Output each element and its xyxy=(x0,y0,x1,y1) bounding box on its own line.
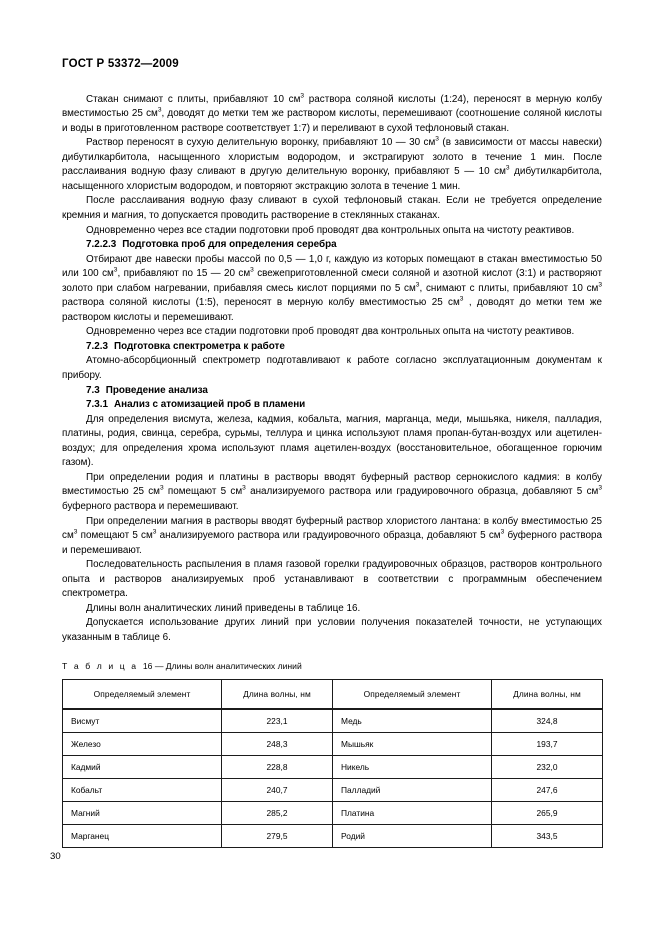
table-body xyxy=(63,709,603,848)
cell-wavelength-left: 248,3 xyxy=(222,733,333,756)
cell-element-left: Кобальт xyxy=(63,779,222,802)
cell-element-right: Палладий xyxy=(333,779,492,802)
table-col-header-element-left: Определяемый элемент xyxy=(63,680,222,710)
cell-wavelength-right: 324,8 xyxy=(492,709,603,733)
paragraph-nebulization-sequence: Последовательность распыления в пламя газовой горелки градуировочных образцов, растворов контрольного опыта и растворов анализируемых проб устанавливают в соответствии с программным обеспечением спектрометра. xyxy=(62,559,602,600)
paragraph-silver-sample-prep: Отбирают две навески пробы массой по 0,5 — 1,0 г, каждую из которых помещают в стакан вместимостью 50 или 100 $см^3$, прибавляют по 15 — 20 $см^3$ свежеприготовленной смеси соляной и азотной кислот (3:1) и растворяют золото при слабом нагревании, прибавляя смесь кислот порциями по 5 $см^3$, снимают с плиты, прибавляют 10 $см^3$ раствора соляной кислоты (1:5), переносят в мерную колбу вместимостью 25 $см^3$ , доводят до метки тем же раствором кислоты и перемешивают. xyxy=(62,253,603,323)
table-col-header-element-right: Определяемый элемент xyxy=(333,680,492,710)
cell-element-left: Марганец xyxy=(63,825,222,848)
heading-title: Проведение анализа xyxy=(105,384,208,396)
cell-wavelength-left: 240,7 xyxy=(222,779,333,802)
cell-element-left: Висмут xyxy=(63,709,222,733)
paragraph-magnesium-buffer: При определении магния в растворы вводят буферный раствор хлористого лантана: в колбу вместимостью 25 $см^3$ помещают 5 $см^3$ анализируемого раствора или градуировочного образца, добавляют 5 $см^3$ буферного раствора и перемешивают. xyxy=(62,515,602,556)
cell-element-left: Магний xyxy=(63,802,222,825)
paragraph-wavelengths-reference: Длины волн аналитических линий приведены в таблице 16. xyxy=(86,602,361,614)
heading-title: Подготовка спектрометра к работе xyxy=(113,340,285,352)
cell-wavelength-right: 232,0 xyxy=(492,756,603,779)
page-content xyxy=(62,58,602,848)
table-head xyxy=(63,680,603,710)
heading-number: 7.2.3 xyxy=(86,340,108,352)
table-caption-label: Т а б л и ц а xyxy=(62,661,139,672)
cell-element-left: Кадмий xyxy=(63,756,222,779)
paragraph-separating-funnel: Раствор переносят в сухую делительную воронку, прибавляют 10 — 30 $см^3$ (в зависимости от массы навески) дибутилкарбитола, насыщенного хлористым водородом, и экстрагируют золото в течение 1 мин. После расслаивания водную фазу сливают в другую делительную воронку, прибавляют 5 — 10 $см^3$ дибутилкарбитола, насыщенного хлористым водородом, и повторяют экстракцию золота в течение 1 мин. xyxy=(62,135,602,192)
cell-wavelength-left: 285,2 xyxy=(222,802,333,825)
heading-7-3 xyxy=(62,384,602,399)
cell-element-right: Медь xyxy=(333,709,492,733)
table-header-row xyxy=(63,680,603,710)
heading-number: 7.3.1 xyxy=(86,399,108,411)
cell-element-right: Родий xyxy=(333,825,492,848)
table-row xyxy=(63,779,603,802)
cell-wavelength-left: 279,5 xyxy=(222,825,333,848)
cell-wavelength-right: 193,7 xyxy=(492,733,603,756)
heading-7-2-2-3 xyxy=(62,238,602,253)
cell-wavelength-right: 343,5 xyxy=(492,825,603,848)
page-number: 30 xyxy=(50,851,61,862)
heading-title: Анализ с атомизацией проб в пламени xyxy=(113,399,306,411)
paragraph-rhodium-platinum-buffer: При определении родия и платины в растворы вводят буферный раствор сернокислого кадмия: в колбу вместимостью 25 $см^3$ помещают 5 $см^3$ анализируемого раствора или градуировочного образца, добавляют 5 $см^3$ буферного раствора и перемешивают. xyxy=(62,471,602,512)
cell-wavelength-right: 265,9 xyxy=(492,802,603,825)
standard-number-header: ГОСТ Р 53372—2009 xyxy=(62,58,179,70)
wavelengths-table xyxy=(62,679,603,848)
heading-7-2-3 xyxy=(62,340,602,355)
cell-element-right: Мышьяк xyxy=(333,733,492,756)
cell-wavelength-right: 247,6 xyxy=(492,779,603,802)
cell-wavelength-left: 228,8 xyxy=(222,756,333,779)
cell-element-right: Никель xyxy=(333,756,492,779)
paragraph-control-tests-1: Одновременно через все стадии подготовки проб проводят два контрольных опыта на чистоту реактивов. xyxy=(86,224,575,236)
table-caption xyxy=(62,645,602,679)
table-row xyxy=(63,802,603,825)
paragraph-flame-selection: Для определения висмута, железа, кадмия, кобальта, магния, марганца, меди, мышьяка, никеля, палладия, платины, родия, свинца, серебра, сурьмы, теллура и цинка используют пламя пропан-бутан-воздух или ацетилен-воздух; для определения хрома используют пламя ацетилен-воздух (восстановительное, обогащенное горючим газом). xyxy=(62,413,602,469)
table-col-header-wavelength-left: Длина волны, нм xyxy=(222,680,333,710)
heading-number: 7.2.2.3 xyxy=(86,239,117,251)
cell-wavelength-left: 223,1 xyxy=(222,709,333,733)
paragraph-aqueous-phase: После расслаивания водную фазу сливают в сухой тефлоновый стакан. Если не требуется определение кремния и магния, то допускается проводить растворение в стеклянных стаканах. xyxy=(62,195,602,222)
table-row xyxy=(63,756,603,779)
table-row xyxy=(63,825,603,848)
heading-number: 7.3 xyxy=(86,384,100,396)
paragraph-spectrometer-setup: Атомно-абсорбционный спектрометр подготавливают к работе согласно эксплуатационным документам к прибору. xyxy=(62,355,602,382)
paragraph-other-lines-allowed: Допускается использование других линий при условии получения показателей точности, не уступающих указанным в таблице 6. xyxy=(62,617,602,643)
heading-title: Подготовка проб для определения серебра xyxy=(122,239,337,251)
table-caption-text: 16 — Длины волн аналитических линий xyxy=(142,661,302,672)
paragraph-control-tests-2: Одновременно через все стадии подготовки проб проводят два контрольных опыта на чистоту реактивов. xyxy=(86,326,575,338)
table-col-header-wavelength-right: Длина волны, нм xyxy=(492,680,603,710)
table-row xyxy=(63,733,603,756)
cell-element-right: Платина xyxy=(333,802,492,825)
paragraph-beaker-transfer: Стакан снимают с плиты, прибавляют 10 $см^3$ раствора соляной кислоты (1:24), переносят в мерную колбу вместимостью 25 $см^3$, доводят до метки тем же раствором кислоты, перемешивают (соотношение соляной кислоты и воды в приготовленном растворе соответствует 1:7) и переливают в сухой тефлоновый стакан. xyxy=(62,92,603,134)
table-row xyxy=(63,709,603,733)
cell-element-left: Железо xyxy=(63,733,222,756)
heading-7-3-1 xyxy=(62,398,602,413)
